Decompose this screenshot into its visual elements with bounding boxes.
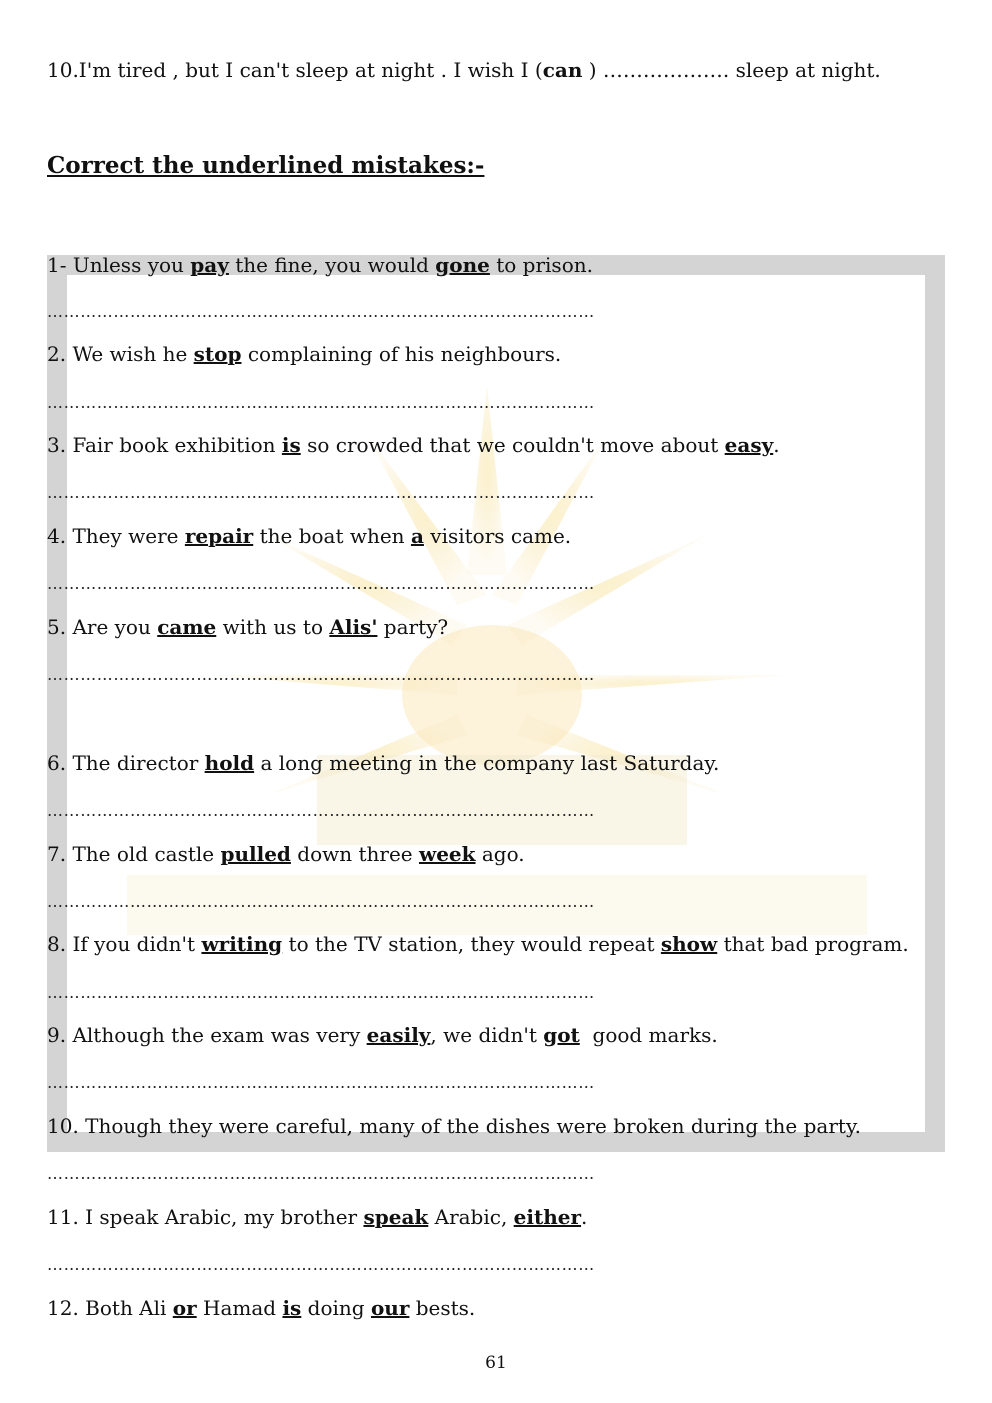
underlined-mistake: came (157, 615, 217, 639)
question-4: 4. They were repair the boat when a visitors came. (47, 524, 572, 548)
underlined-mistake: our (370, 1296, 410, 1320)
underlined-mistake: repair (184, 524, 254, 548)
underlined-mistake: pulled (220, 842, 291, 866)
underlined-mistake: speak (363, 1205, 429, 1229)
answer-line-1[interactable]: ……………………………………………………………………………………… (47, 302, 595, 321)
answer-line-10[interactable]: ……………………………………………………………………………………… (47, 1164, 595, 1183)
question-11: 11. I speak Arabic, my brother speak Arabic, either. (47, 1205, 588, 1229)
question-9: 9. Although the exam was very easily, we didn't got good marks. (47, 1023, 718, 1047)
underlined-mistake: easy (724, 433, 774, 457)
answer-line-11[interactable]: ……………………………………………………………………………………… (47, 1255, 595, 1274)
answer-line-3[interactable]: ……………………………………………………………………………………… (47, 483, 595, 502)
question-6: 6. The director hold a long meeting in the company last Saturday. (47, 751, 720, 775)
answer-line-4[interactable]: ……………………………………………………………………………………… (47, 574, 595, 593)
underlined-mistake: is (281, 433, 301, 457)
underlined-mistake: show (660, 932, 718, 956)
watermark-frame (47, 255, 945, 1152)
underlined-mistake: easily (366, 1023, 431, 1047)
underlined-mistake: gone (435, 253, 490, 277)
section-heading: Correct the underlined mistakes:- (47, 152, 485, 179)
question-1: 1- Unless you pay the fine, you would gone to prison. (47, 253, 593, 277)
underlined-mistake: writing (201, 932, 283, 956)
question-8: 8. If you didn't writing to the TV station, they would repeat show that bad program. (47, 932, 909, 956)
answer-line-7[interactable]: ……………………………………………………………………………………… (47, 892, 595, 911)
answer-line-5[interactable]: ……………………………………………………………………………………… (47, 665, 595, 684)
answer-line-8[interactable]: ……………………………………………………………………………………… (47, 983, 595, 1002)
underlined-mistake: a (410, 524, 424, 548)
page-number: 61 (485, 1353, 507, 1373)
question-7: 7. The old castle pulled down three week ago. (47, 842, 525, 866)
intro-question (47, 57, 881, 83)
underlined-mistake: got (543, 1023, 580, 1047)
answer-line-6[interactable]: ……………………………………………………………………………………… (47, 801, 595, 820)
intro-text-end: ) ………………. sleep at night. (582, 58, 881, 82)
underlined-mistake: or (172, 1296, 197, 1320)
answer-line-9[interactable]: ……………………………………………………………………………………… (47, 1073, 595, 1092)
intro-verb: can (542, 58, 583, 82)
question-2: 2. We wish he stop complaining of his neighbours. (47, 342, 562, 366)
answer-line-2[interactable]: ……………………………………………………………………………………… (47, 393, 595, 412)
underlined-mistake: stop (193, 342, 242, 366)
question-12: 12. Both Ali or Hamad is doing our bests. (47, 1296, 476, 1320)
question-3: 3. Fair book exhibition is so crowded that we couldn't move about easy. (47, 433, 780, 457)
underlined-mistake: pay (190, 253, 229, 277)
underlined-mistake: Alis' (329, 615, 378, 639)
underlined-mistake: either (513, 1205, 582, 1229)
underlined-mistake: is (282, 1296, 302, 1320)
question-5: 5. Are you came with us to Alis' party? (47, 615, 449, 639)
question-10: 10. Though they were careful, many of the dishes were broken during the party. (47, 1114, 861, 1138)
underlined-mistake: hold (204, 751, 255, 775)
intro-text: 10.I'm tired , but I can't sleep at night . I wish I ( (47, 58, 543, 82)
underlined-mistake: week (418, 842, 476, 866)
